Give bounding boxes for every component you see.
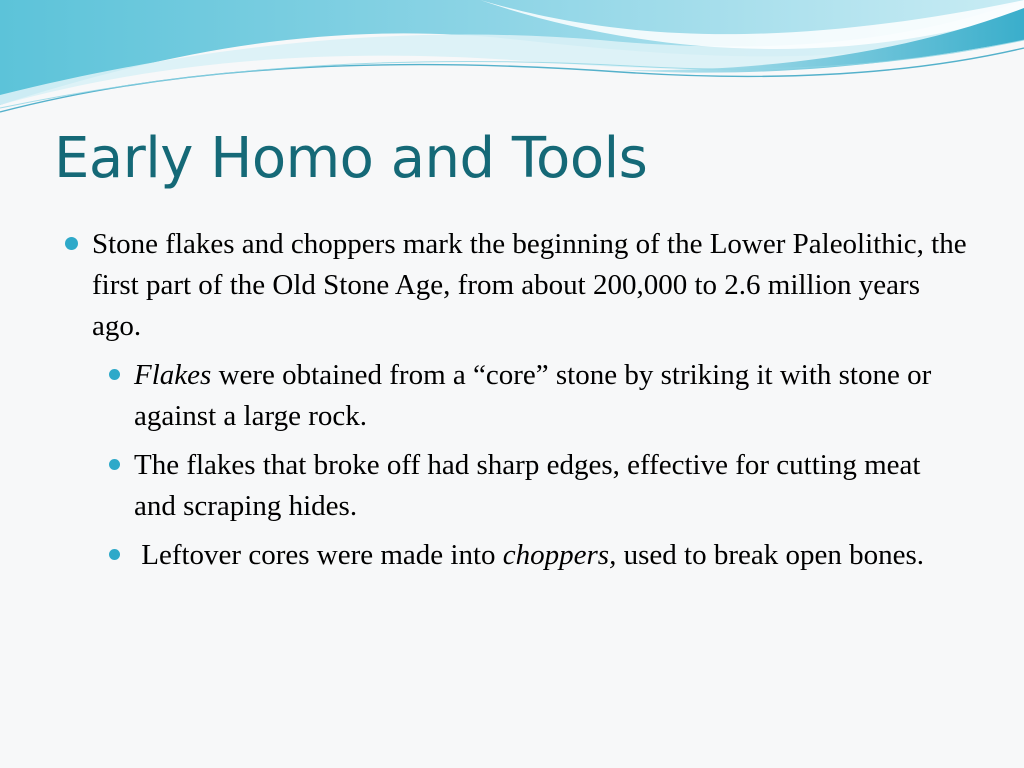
sub-bullet-text: The flakes that broke off had sharp edges, effective for cutting meat and scraping hides.	[134, 449, 921, 522]
slide-body	[0, 224, 1024, 576]
slide-title: Early Homo and Tools	[54, 126, 648, 191]
bullet-dot-icon	[65, 237, 78, 250]
sub-bullet-item	[134, 355, 964, 437]
emphasis-text: Flakes	[134, 359, 212, 391]
bullet-text: Stone flakes and choppers mark the beginning of the Lower Paleolithic, the first part of the Old Stone Age, from about 200,000 to 2.6 million years ago.	[92, 228, 967, 342]
emphasis-text: choppers,	[502, 539, 617, 571]
wave-header-decoration	[0, 0, 1024, 130]
sub-bullet-item	[134, 535, 964, 576]
sub-bullet-text: Leftover cores were made into	[134, 539, 503, 571]
bullet-item	[92, 224, 972, 347]
sub-bullet-item	[134, 445, 964, 527]
bullet-dot-icon	[109, 459, 120, 470]
sub-bullet-text: were obtained from a “core” stone by striking it with stone or against a large rock.	[134, 359, 932, 432]
bullet-dot-icon	[109, 549, 120, 560]
sub-bullet-text: used to break open bones.	[616, 539, 925, 571]
bullet-dot-icon	[109, 369, 120, 380]
